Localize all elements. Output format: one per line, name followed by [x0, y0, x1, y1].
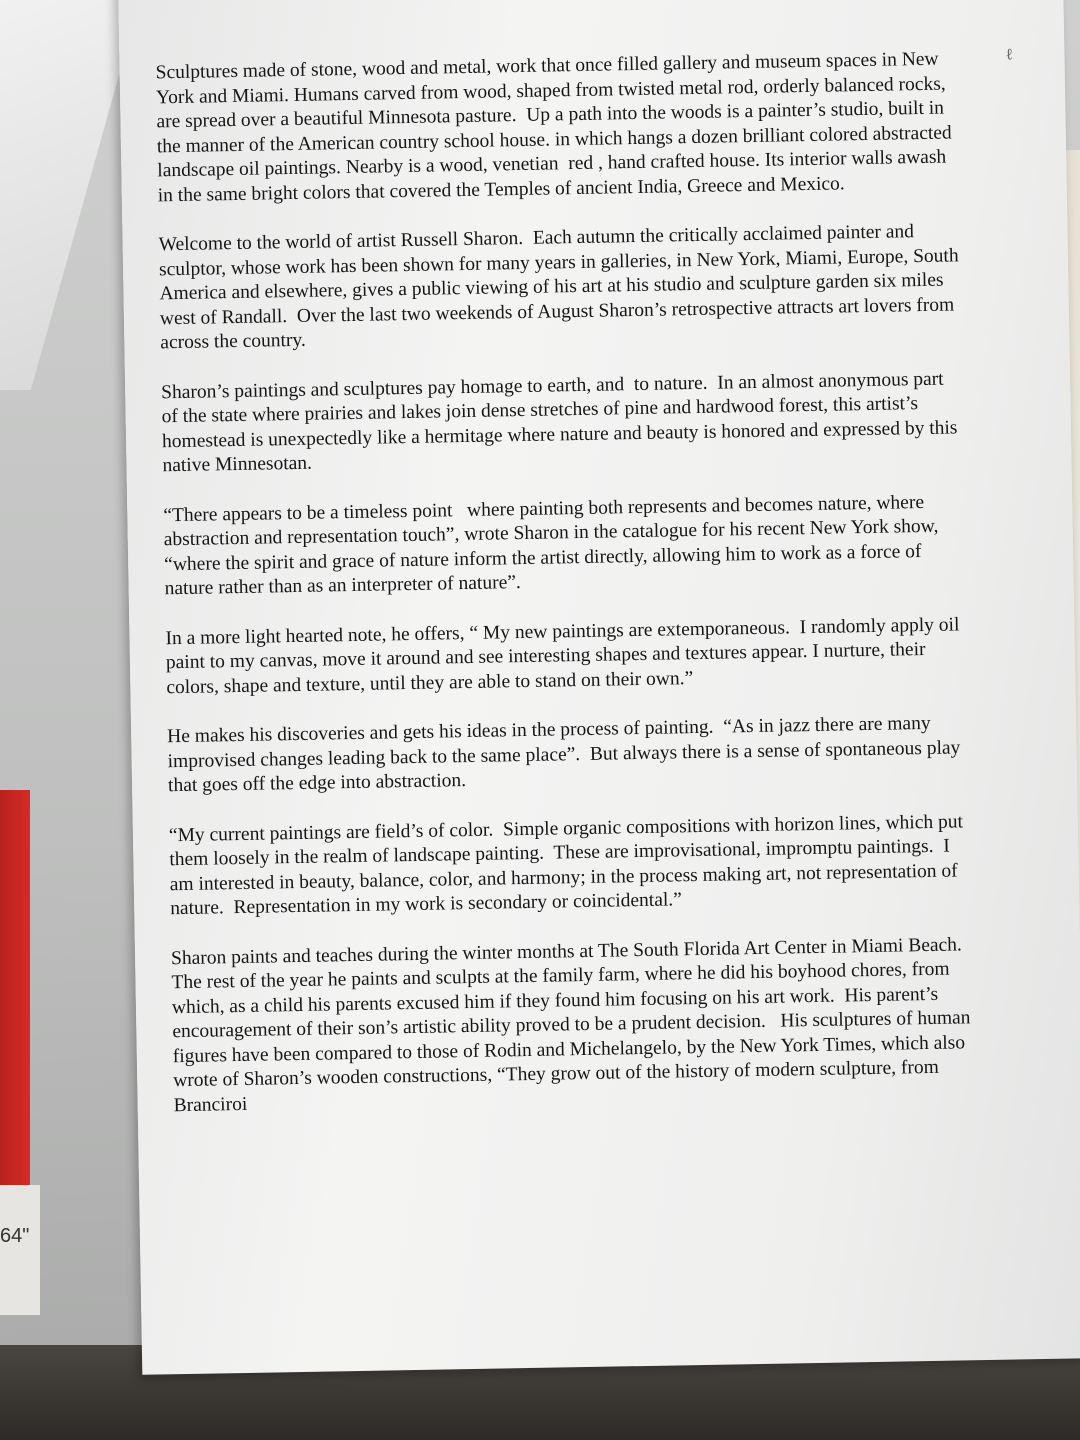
- corner-pen-mark: ℓ: [1005, 46, 1014, 64]
- paragraph-1: Sculptures made of stone, wood and metal, work that once filled gallery and museum spaces in New York and Miami. Humans carved from wood, shaped from twisted metal rod, orderly balanced rocks, are spread over a beautiful Minnesota pasture. Up a path into the woods is a painter’s studio, built in the manner of the American country school house. in which hangs a dozen brilliant colored abstracted landscape oil paintings. Nearby is a wood, venetian red , hand crafted house. Its interior walls awash in the same bright colors that covered the Temples of ancient India, Greece and Mexico.: [155, 48, 957, 206]
- paragraph-7: “My current paintings are field’s of color. Simple organic compositions with horizon lines, which put them loosely in the realm of landscape painting. These are improvisational, impromptu paintings. I am interested in beauty, balance, color, and harmony; in the process making art, not representation of nature. Representation in my work is secondary or coincidental.”: [168, 810, 968, 920]
- document-body: [155, 47, 976, 1118]
- paragraph-5: In a more light hearted note, he offers, “ My new paintings are extemporaneous. I randomly apply oil paint to my canvas, move it around and see interesting shapes and textures appear. I nurture, their colors, shape and texture, until they are able to stand on their own.”: [165, 613, 965, 698]
- paragraph-2: Welcome to the world of artist Russell Sharon. Each autumn the critically acclaimed painter and sculptor, whose work has been shown for many years in galleries, in New York, Miami, Europe, South America and elsewhere, gives a public viewing of his art at his studio and sculpture garden six miles west of Randall. Over the last two weekends of August Sharon’s retrospective attracts art lovers from across the country.: [158, 221, 963, 354]
- paragraph-3: Sharon’s paintings and sculptures pay homage to earth, and to nature. In an almost anonymous part of the state where prairies and lakes join dense stretches of pine and hardwood forest, this artist’s homestead is unexpectedly like a hermitage where nature and beauty is honored and expressed by this native Minnesotan.: [161, 368, 963, 477]
- book-spine: [0, 1185, 40, 1315]
- red-book-cover: [0, 790, 30, 1190]
- paragraph-6: He makes his discoveries and gets his ideas in the process of painting. “As in jazz there are many improvised changes leading back to the same place”. But always there is a sense of spontaneous play that goes off the edge into abstraction.: [167, 712, 966, 797]
- paragraph-8: Sharon paints and teaches during the winter months at The South Florida Art Center in Miami Beach. The rest of the year he paints and sculpts at the family farm, where he did his boyhood chores, from which, as a child his parents excused him if they found him focusing on his art work. His parent’s encouragement of their son’s artistic ability proved to be a prudent decision. His sculptures of human figures have been compared to those of Rodin and Michelangelo, by the New York Times, which also wrote of Sharon’s wooden constructions, “They grow out of the history of modern sculpture, from Branciroi: [170, 933, 976, 1116]
- book-label: 64": [0, 1225, 30, 1247]
- paragraph-4: “There appears to be a timeless point where painting both represents and becomes nature, where abstraction and representation touch”, wrote Sharon in the catalogue for his recent New York show, “where the spirit and grace of nature inform the artist directly, allowing him to work as a force of nature rather than as an interpreter of nature”.: [163, 491, 944, 600]
- document-page: [118, 0, 1080, 1375]
